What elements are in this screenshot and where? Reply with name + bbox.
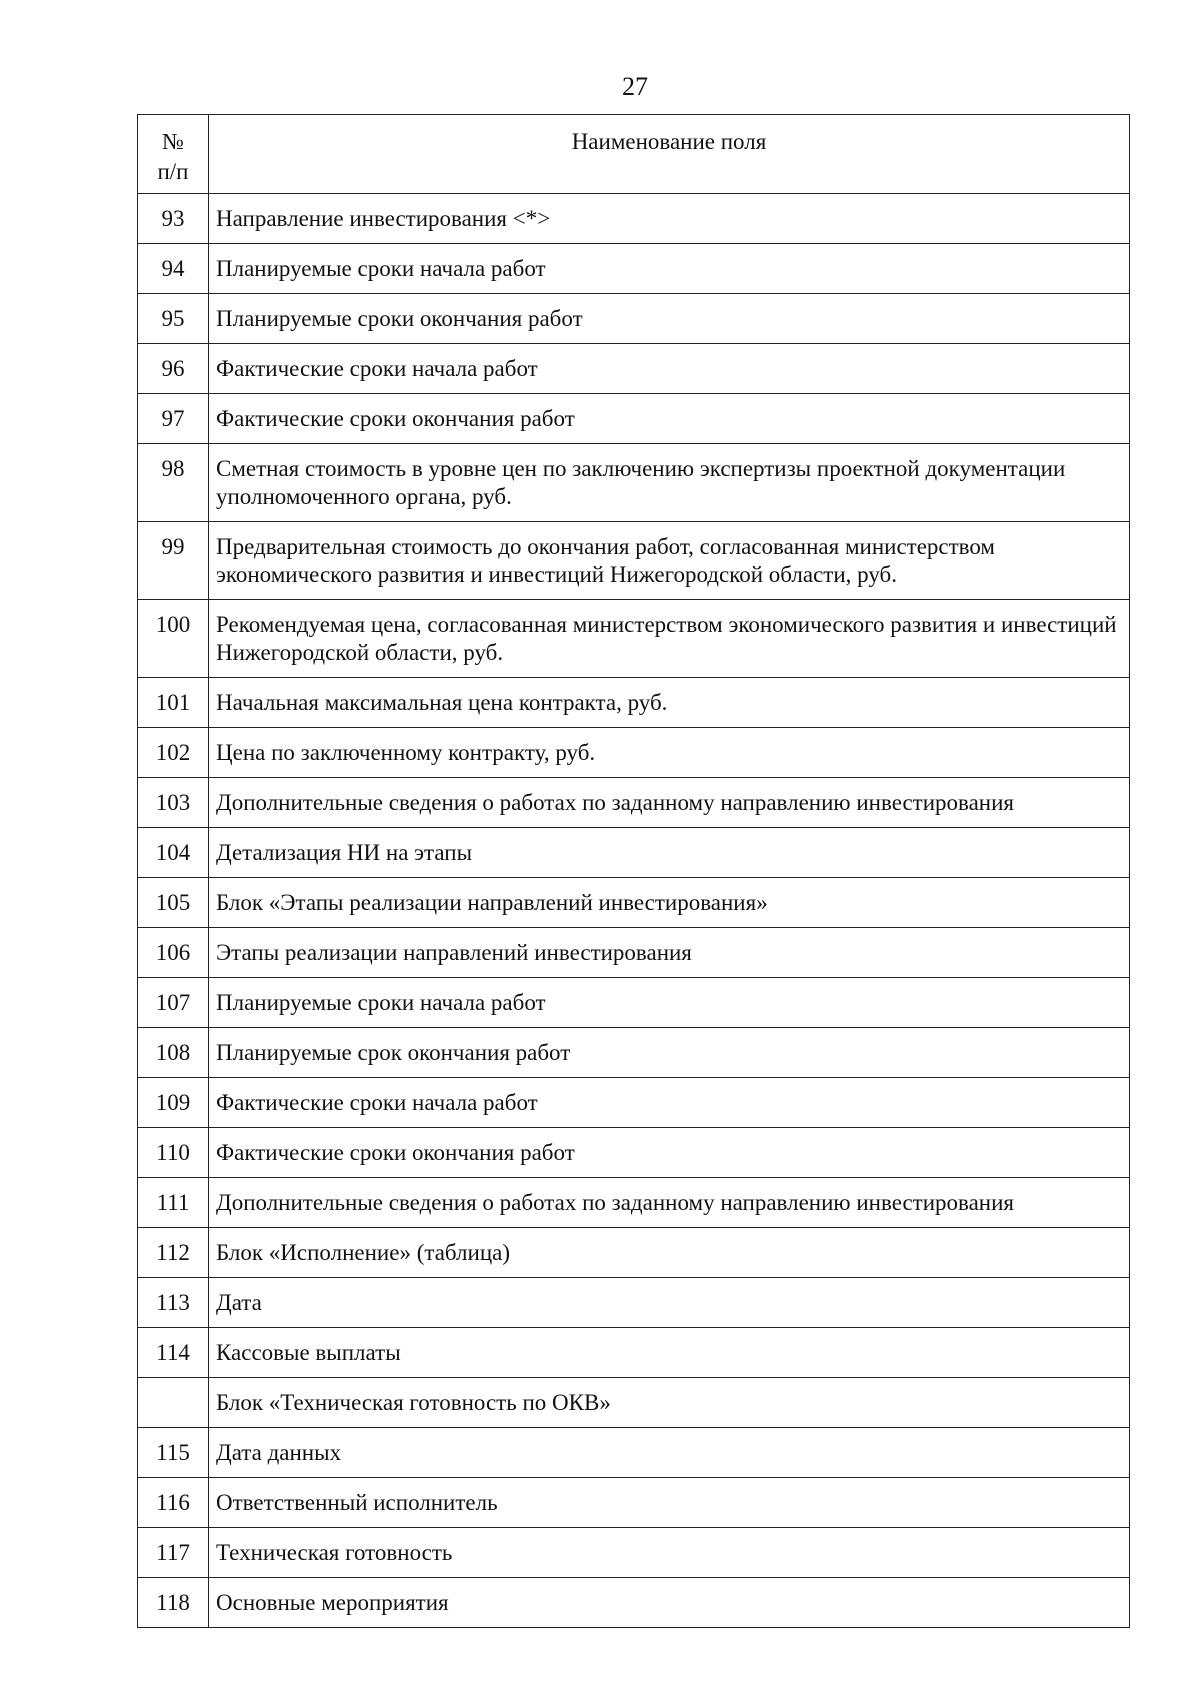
row-number: 109 [138,1078,209,1128]
table-row [138,1328,1130,1378]
row-field-name: Детализация НИ на этапы [209,828,1130,878]
row-number: 99 [138,522,209,600]
row-number: 98 [138,444,209,522]
table-row [138,1028,1130,1078]
row-number: 106 [138,928,209,978]
row-field-name: Ответственный исполнитель [209,1478,1130,1528]
table-row [138,194,1130,244]
table-row [138,1378,1130,1428]
table-row [138,728,1130,778]
row-field-name: Фактические сроки начала работ [209,344,1130,394]
row-number: 101 [138,678,209,728]
row-number: 104 [138,828,209,878]
row-field-name: Фактические сроки окончания работ [209,394,1130,444]
table-row [138,444,1130,522]
table-row [138,1128,1130,1178]
table-row [138,1428,1130,1478]
row-field-name: Цена по заключенному контракту, руб. [209,728,1130,778]
row-number: 95 [138,294,209,344]
table-row [138,1228,1130,1278]
table-row [138,344,1130,394]
row-field-name: Фактические сроки начала работ [209,1078,1130,1128]
row-number: 94 [138,244,209,294]
row-number: 102 [138,728,209,778]
row-field-name: Планируемые срок окончания работ [209,1028,1130,1078]
row-field-name: Блок «Исполнение» (таблица) [209,1228,1130,1278]
table-row [138,522,1130,600]
table-row [138,1528,1130,1578]
row-field-name: Дата [209,1278,1130,1328]
table-row [138,978,1130,1028]
row-number: 118 [138,1578,209,1628]
table-row [138,1178,1130,1228]
row-field-name: Дополнительные сведения о работах по заданному направлению инвестирования [209,1178,1130,1228]
table-row [138,828,1130,878]
row-number: 93 [138,194,209,244]
row-field-name: Блок «Техническая готовность по ОКВ» [209,1378,1130,1428]
table-header-row [138,115,1130,194]
column-header-number-text: № п/п [157,129,189,184]
fields-table [137,114,1130,1628]
row-field-name: Дата данных [209,1428,1130,1478]
row-field-name: Основные мероприятия [209,1578,1130,1628]
row-field-name: Дополнительные сведения о работах по заданному направлению инвестирования [209,778,1130,828]
row-field-name: Техническая готовность [209,1528,1130,1578]
row-number: 97 [138,394,209,444]
table-row [138,1478,1130,1528]
row-field-name: Начальная максимальная цена контракта, руб. [209,678,1130,728]
table-row [138,1578,1130,1628]
row-number: 100 [138,600,209,678]
row-number: 110 [138,1128,209,1178]
table-row [138,244,1130,294]
row-number: 115 [138,1428,209,1478]
row-number: 114 [138,1328,209,1378]
row-number: 116 [138,1478,209,1528]
table-row [138,778,1130,828]
table-row [138,878,1130,928]
row-number: 108 [138,1028,209,1078]
table-body [138,194,1130,1628]
row-number [138,1378,209,1428]
table-row [138,1078,1130,1128]
row-number: 96 [138,344,209,394]
table-row [138,294,1130,344]
row-field-name: Кассовые выплаты [209,1328,1130,1378]
row-field-name: Планируемые сроки начала работ [209,978,1130,1028]
row-number: 103 [138,778,209,828]
column-header-number [138,115,209,194]
row-field-name: Блок «Этапы реализации направлений инвестирования» [209,878,1130,928]
row-field-name: Планируемые сроки окончания работ [209,294,1130,344]
row-field-name: Фактические сроки окончания работ [209,1128,1130,1178]
row-field-name: Направление инвестирования <*> [209,194,1130,244]
row-number: 112 [138,1228,209,1278]
row-number: 111 [138,1178,209,1228]
row-number: 117 [138,1528,209,1578]
row-number: 107 [138,978,209,1028]
row-field-name: Планируемые сроки начала работ [209,244,1130,294]
row-field-name: Этапы реализации направлений инвестирования [209,928,1130,978]
table-row [138,928,1130,978]
row-number: 105 [138,878,209,928]
column-header-name: Наименование поля [209,115,1130,194]
row-field-name: Рекомендуемая цена, согласованная министерством экономического развития и инвестиций Нижегородской области, руб. [209,600,1130,678]
row-field-name: Сметная стоимость в уровне цен по заключению экспертизы проектной документации уполномоченного органа, руб. [209,444,1130,522]
table-row [138,678,1130,728]
table-row [138,394,1130,444]
row-number: 113 [138,1278,209,1328]
row-field-name: Предварительная стоимость до окончания работ, согласованная министерством экономического развития и инвестиций Нижегородской области, руб. [209,522,1130,600]
page-number: 27 [622,72,648,101]
table-row [138,1278,1130,1328]
table-row [138,600,1130,678]
